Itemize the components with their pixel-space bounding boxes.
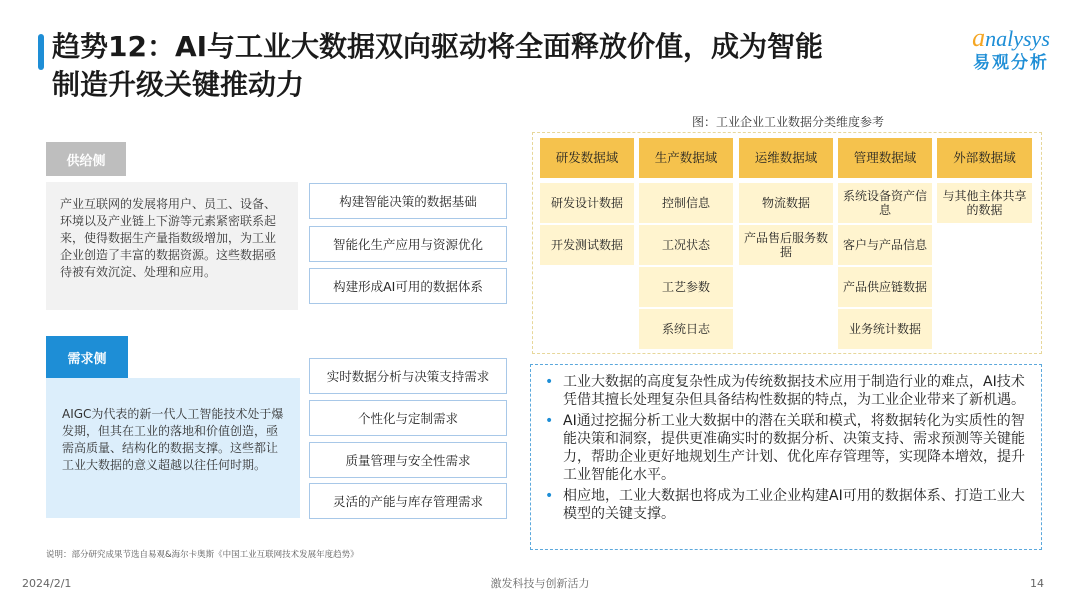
grid-cell-management-4: 业务统计数据	[838, 309, 932, 349]
analysys-logo	[956, 23, 1066, 75]
grid-cell-operations-1: 物流数据	[739, 183, 833, 223]
footer-slogan: 激发科技与创新活力	[490, 577, 590, 590]
demand-item-2: 个性化与定制需求	[309, 400, 507, 436]
logo-chinese: 易观分析	[973, 53, 1049, 73]
title-accent-bar	[38, 34, 44, 70]
note-item-2: • AI通过挖掘分析工业大数据中的潜在关联和模式，将数据转化为实质性的智能决策和洞察，提供更准确实时的数据分析、决策支持、需求预测等关键能力，帮助企业更好地规划生产计划、优化库存管理等，实现降本增效，提升工业智能化水平。	[541, 412, 1031, 484]
grid-cell-rnd-2: 开发测试数据	[540, 225, 634, 265]
grid-header-external: 外部数据域	[937, 138, 1032, 178]
grid-cell-management-1: 系统设备资产信息	[838, 183, 932, 223]
supply-item-2: 智能化生产应用与资源优化	[309, 226, 507, 262]
page-title	[52, 28, 932, 104]
grid-cell-management-3: 产品供应链数据	[838, 267, 932, 307]
logo-english-rest: nalysys	[985, 26, 1050, 51]
notes-panel	[530, 364, 1042, 550]
demand-item-4: 灵活的产能与库存管理需求	[309, 483, 507, 519]
supply-item-1: 构建智能决策的数据基础	[309, 183, 507, 219]
grid-header-production: 生产数据域	[639, 138, 733, 178]
logo-initial: a	[972, 23, 986, 52]
source-footnote: 说明：部分研究成果节选自易观&海尔卡奥斯《中国工业互联网技术发展年度趋势》	[46, 550, 359, 560]
grid-cell-rnd-1: 研发设计数据	[540, 183, 634, 223]
grid-cell-operations-2: 产品售后服务数据	[739, 225, 833, 265]
grid-cell-production-3: 工艺参数	[639, 267, 733, 307]
note-item-3: • 相应地，工业大数据也将成为工业企业构建AI可用的数据体系、打造工业大模型的关键支撑。	[541, 487, 1031, 523]
grid-cell-management-2: 客户与产品信息	[838, 225, 932, 265]
page-number: 14	[1030, 577, 1044, 590]
demand-side-tag: 需求侧	[46, 336, 128, 378]
grid-header-operations: 运维数据域	[739, 138, 833, 178]
note-item-1: • 工业大数据的高度复杂性成为传统数据技术应用于制造行业的难点，AI技术凭借其擅长处理复杂但具备结构性数据的特点，为工业企业带来了新机遇。	[541, 373, 1031, 409]
supply-side-tag: 供给侧	[46, 142, 126, 176]
supply-item-3: 构建形成AI可用的数据体系	[309, 268, 507, 304]
data-grid-caption: 图：工业企业工业数据分类维度参考	[691, 115, 884, 129]
demand-side-description: AIGC为代表的新一代人工智能技术处于爆发期，但其在工业的落地和价值创造，亟需高质量、结构化的数据支撑。这些都让工业大数据的意义超越以往任何时期。	[46, 378, 300, 518]
logo-english	[956, 23, 1066, 52]
grid-cell-production-1: 控制信息	[639, 183, 733, 223]
grid-header-management: 管理数据域	[838, 138, 932, 178]
demand-item-3: 质量管理与安全性需求	[309, 442, 507, 478]
footer-date: 2024/2/1	[22, 577, 72, 590]
supply-side-description: 产业互联网的发展将用户、员工、设备、环境以及产业链上下游等元素紧密联系起来，使得数据生产量指数级增加，为工业企业创造了丰富的数据资源。这些数据亟待被有效沉淀、处理和应用。	[46, 182, 298, 310]
grid-header-rnd: 研发数据域	[540, 138, 634, 178]
page-title-line2: 制造升级关键推动力	[52, 68, 305, 101]
demand-item-1: 实时数据分析与决策支持需求	[309, 358, 507, 394]
page-title-line1: 趋势12：AI与工业大数据双向驱动将全面释放价值，成为智能	[52, 30, 824, 63]
grid-cell-production-2: 工况状态	[639, 225, 733, 265]
grid-cell-external-1: 与其他主体共享的数据	[937, 183, 1032, 223]
grid-cell-production-4: 系统日志	[639, 309, 733, 349]
